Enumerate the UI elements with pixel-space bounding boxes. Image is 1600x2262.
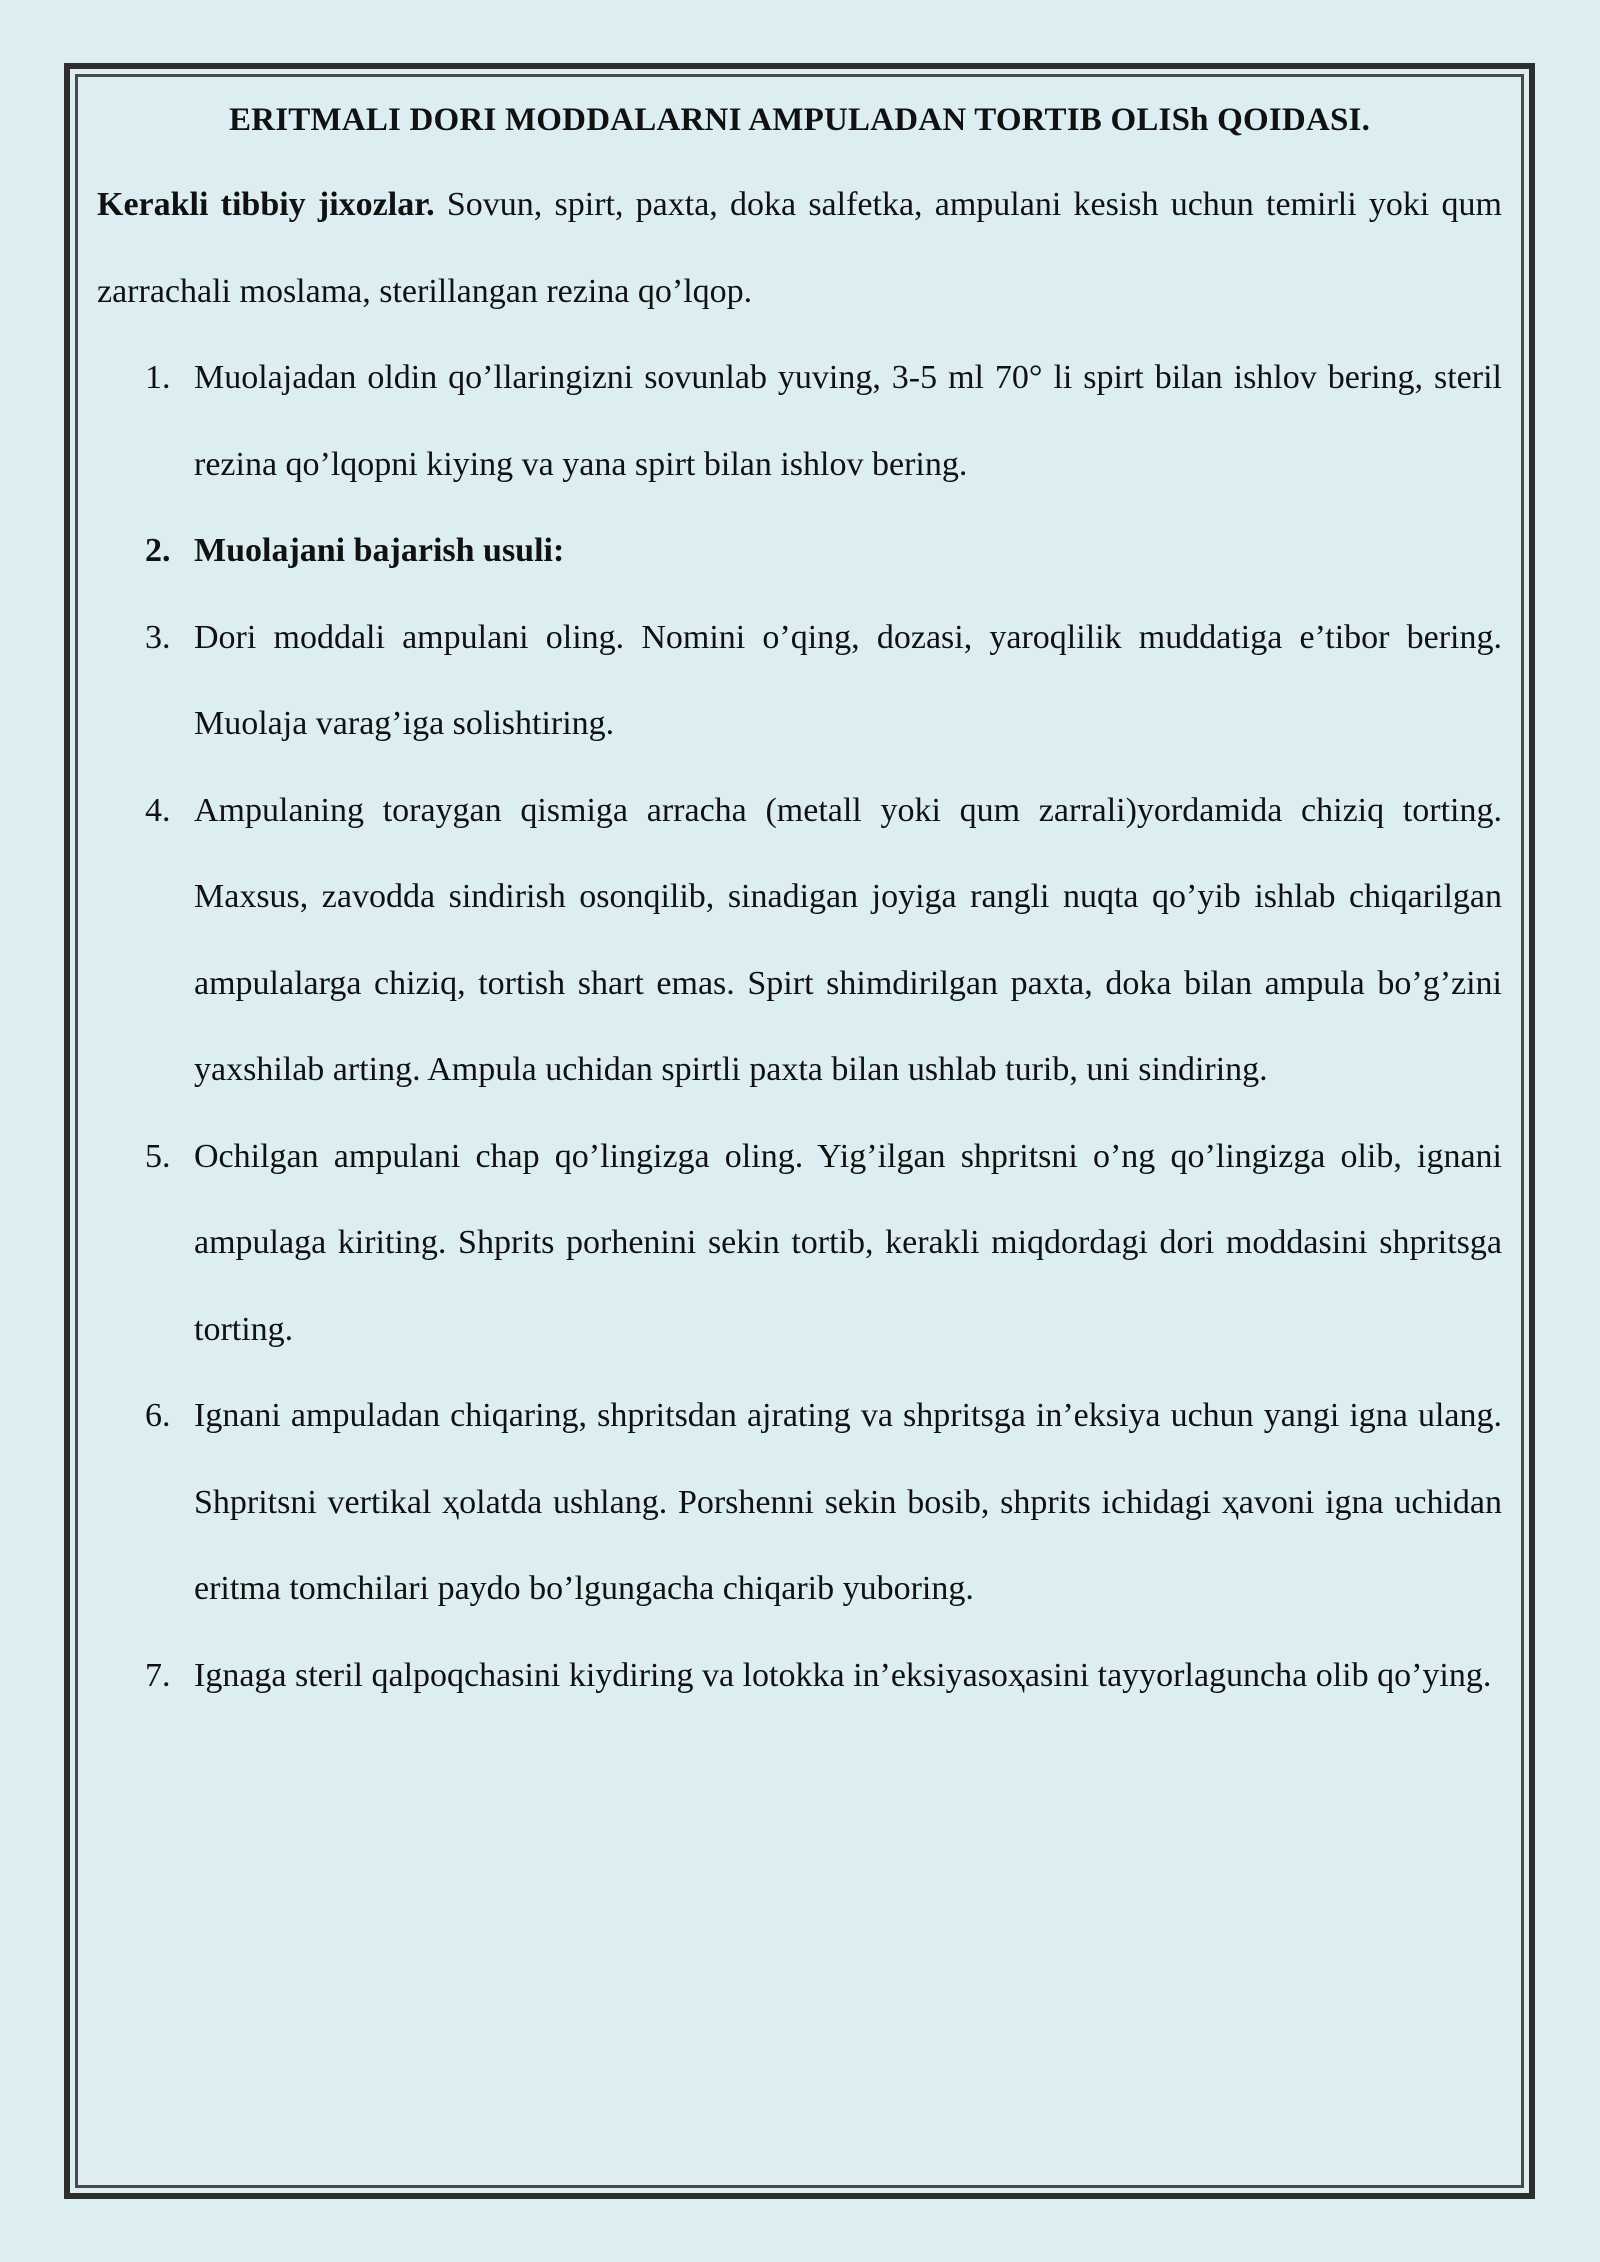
list-item-text: Ochilgan ampulani chap qo’lingizga oling. Yig’ilgan shpritsni o’ng qo’lingizga olib, ignani ampulaga kiriting. Shprits porhenini sekin tortib, kerakli miqdordagi dori moddasini shpritsga torting. xyxy=(194,1137,1502,1348)
list-item xyxy=(97,768,1502,1114)
list-item xyxy=(97,508,1502,595)
list-item-number: 2. xyxy=(145,532,171,569)
list-item-number: 1. xyxy=(145,359,171,396)
list-item-number: 5. xyxy=(145,1137,171,1175)
list-item xyxy=(97,595,1502,768)
intro-paragraph xyxy=(97,162,1502,335)
list-item xyxy=(97,1373,1502,1633)
list-item-text: Muolajadan oldin qo’llaringizni sovunlab yuving, 3-5 ml 70° li spirt bilan ishlov bering, steril rezina qo’lqopni kiying va yana spirt bilan ishlov bering. xyxy=(194,359,1502,483)
list-item-number: 6. xyxy=(145,1397,171,1434)
list-item-number: 3. xyxy=(145,618,171,656)
steps-list xyxy=(97,335,1502,1719)
list-item-text: Muolajani bajarish usuli: xyxy=(194,532,565,569)
list-item-text: Ignaga steril qalpoqchasini kiydiring va lotokka in’eksiyasoҳasini tayyorlaguncha olib qo’ying. xyxy=(194,1656,1492,1694)
list-item-text: Ampulaning toraygan qismiga arracha (metall yoki qum zarrali)yordamida chiziq torting. Maxsus, zavodda sindirish osonqilib, sinadigan joyiga rangli nuqta qo’yib ishlab chiqarilgan ampulalarga chiziq, tortish shart emas. Spirt shimdirilgan paxta, doka bilan ampula bo’g’zini yaxshilab arting. Ampula uchidan spirtli paxta bilan ushlab turib, uni sindiring. xyxy=(194,791,1502,1088)
list-item xyxy=(97,1633,1502,1720)
document-body xyxy=(97,96,1502,1719)
list-item xyxy=(97,335,1502,508)
list-item-text: Dori moddali ampulani oling. Nomini o’qing, dozasi, yaroqlilik muddatiga e’tibor bering. Muolaja varag’iga solishtiring. xyxy=(194,618,1502,742)
intro-text: Sovun, spirt, paxta, doka salfetka, ampulani kesish uchun temirli yoki qum zarrachali moslama, sterillangan rezina qo’lqop. xyxy=(97,186,1502,310)
list-item-number: 7. xyxy=(145,1656,171,1694)
intro-label: Kerakli tibbiy jixozlar. xyxy=(97,186,435,223)
list-item xyxy=(97,1114,1502,1374)
list-item-number: 4. xyxy=(145,791,171,829)
document-title: ERITMALI DORI MODDALARNI AMPULADAN TORTIB OLISh QOIDASI. xyxy=(228,102,1371,138)
list-item-text: Ignani ampuladan chiqaring, shpritsdan ajrating va shpritsga in’eksiya uchun yangi igna ulang. Shpritsni vertikal ҳolatda ushlang. Porshenni sekin bosib, shprits ichidagi ҳavoni igna uchidan eritma tomchilari paydo bo’lgungacha chiqarib yuboring. xyxy=(194,1397,1502,1607)
